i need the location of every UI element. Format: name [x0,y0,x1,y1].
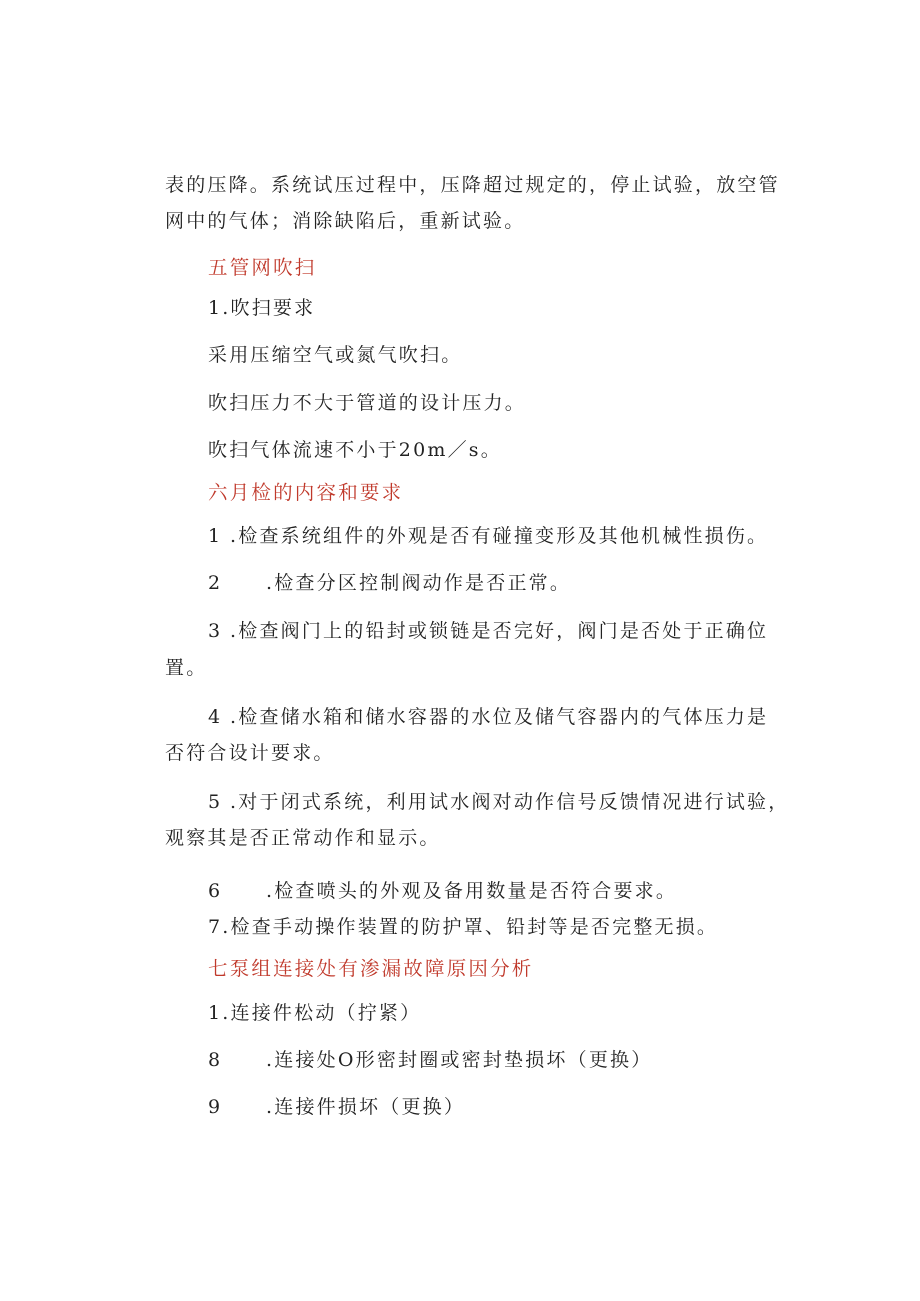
cause-item-8: 8 .连接处O形密封圈或密封垫损坏（更换） [208,1049,653,1071]
list-item-4: 4 .检查储水箱和储水容器的水位及储气容器内的气体压力是 [208,706,769,728]
paragraph-line-5: 吹扫气体流速不小于20m／s。 [208,439,502,461]
list-item-2: 2 .检查分区控制阀动作是否正常。 [208,572,572,594]
list-item-4-continuation: 否符合设计要求。 [165,742,335,764]
list-item-3-continuation: 置。 [165,657,208,679]
section-heading-6: 六月检的内容和要求 [208,481,404,504]
list-item-3: 3 .检查阀门上的铅封或锁链是否完好，阀门是否处于正确位 [208,620,769,642]
list-item-1: 1 .检查系统组件的外观是否有碰撞变形及其他机械性损伤。 [208,525,769,547]
section-heading-7: 七泵组连接处有渗漏故障原因分析 [208,957,534,980]
paragraph-line-3: 采用压缩空气或氮气吹扫。 [208,344,463,366]
list-item-5-continuation: 观察其是否正常动作和显示。 [165,827,441,849]
paragraph-line-4: 吹扫压力不大于管道的设计压力。 [208,392,527,414]
paragraph-line-2: 网中的气体；消除缺陷后，重新试验。 [165,210,526,232]
list-item-7: 7.检查手动操作装置的防护罩、铅封等是否完整无损。 [208,916,719,938]
cause-item-1: 1.连接件松动（拧紧） [208,1002,422,1024]
list-item-6: 6 .检查喷头的外观及备用数量是否符合要求。 [208,880,678,902]
subheading-line: 1.吹扫要求 [208,297,316,319]
section-heading-5: 五管网吹扫 [208,256,317,279]
list-item-5: 5 .对于闭式系统，利用试水阀对动作信号反馈情况进行试验， [208,791,790,813]
cause-item-9: 9 .连接件损坏（更换） [208,1096,466,1118]
paragraph-line-1: 表的压降。系统试压过程中，压降超过规定的，停止试验，放空管 [165,174,780,196]
